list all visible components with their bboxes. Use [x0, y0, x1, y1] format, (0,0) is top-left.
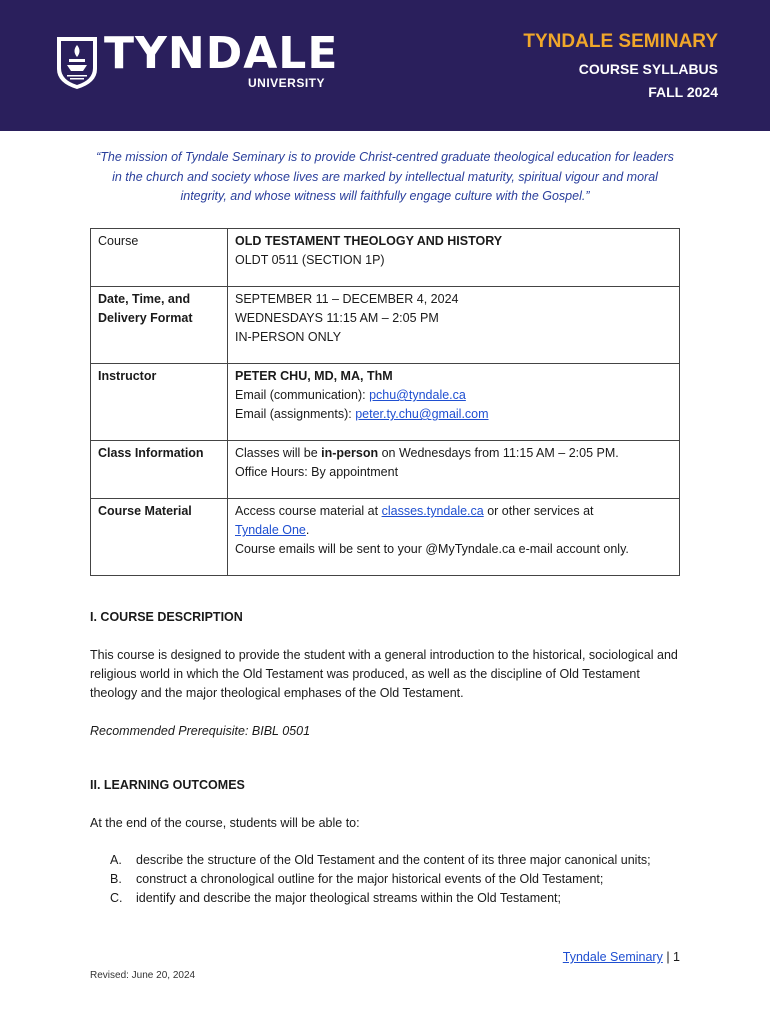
course-info-table: [90, 228, 680, 576]
course-code: OLDT 0511 (SECTION 1P): [235, 253, 385, 267]
material-text: Access course material at: [235, 504, 382, 518]
class-schedule: [235, 444, 672, 463]
office-hours: Office Hours: By appointment: [235, 465, 399, 479]
outcome-text: identify and describe the major theological streams within the Old Testament;: [136, 891, 561, 905]
learning-outcomes-list: [110, 851, 690, 908]
date-label: Date, Time, and Delivery Format: [91, 287, 228, 364]
list-marker: B.: [110, 872, 122, 886]
tyndale-seminary-link[interactable]: Tyndale Seminary: [562, 950, 663, 964]
table-row: [91, 499, 680, 576]
page-footer: [563, 950, 680, 964]
list-item: [110, 870, 690, 889]
instructor-email-communication: [235, 386, 672, 405]
material-access: [235, 502, 672, 521]
seminary-title: TYNDALE SEMINARY: [523, 31, 718, 52]
material-text: .: [305, 523, 310, 537]
prerequisite: Recommended Prerequisite: BIBL 0501: [90, 724, 311, 738]
outcome-text: construct a chronological outline for the major historical events of the Old Testament;: [136, 872, 604, 886]
table-row: [91, 287, 680, 364]
document-type: COURSE SYLLABUS: [578, 61, 718, 77]
course-value: [228, 229, 680, 287]
footer-separator: |: [662, 950, 674, 964]
schedule-text: on Wednesdays from 11:15 AM – 2:05 PM.: [378, 446, 619, 460]
course-description-body: This course is designed to provide the student with a general introduction to the historical, sociological and religious world in which the Old Testament was produced, as well as the discipline of Old Testament theology and the major theological emphases of the Old Testament.: [90, 648, 678, 700]
date-value: [228, 287, 680, 364]
schedule-text: Classes will be: [235, 446, 322, 460]
instructor-label: Instructor: [91, 364, 228, 441]
course-emails-note: Course emails will be sent to your @MyTyndale.ca e-mail account only.: [235, 542, 629, 556]
learning-outcomes-intro: At the end of the course, students will be able to:: [90, 816, 360, 830]
email-label: Email (communication):: [235, 388, 370, 402]
course-material-value: [228, 499, 680, 576]
page-number: 1: [673, 950, 680, 964]
outcome-text: describe the structure of the Old Testament and the content of its three major canonical units;: [136, 853, 651, 867]
material-access-cont: [235, 521, 672, 540]
class-info-value: [228, 441, 680, 499]
course-title: OLD TESTAMENT THEOLOGY AND HISTORY: [235, 234, 503, 248]
course-label: Course: [91, 229, 228, 287]
term-label: FALL 2024: [648, 84, 718, 100]
instructor-value: [228, 364, 680, 441]
table-row: [91, 441, 680, 499]
mission-statement: “The mission of Tyndale Seminary is to provide Christ-centred graduate theological education for leaders in the church and society whose lives are marked by intellectual maturity, spiritual vigour and moral integrity, and whose witness will faithfully engage culture with the Gospel.”: [96, 150, 674, 203]
list-item: [110, 889, 690, 908]
delivery-format: IN-PERSON ONLY: [235, 330, 342, 344]
email-label: Email (assignments):: [235, 407, 356, 421]
tyndale-one-link[interactable]: Tyndale One: [235, 523, 306, 537]
table-row: [91, 364, 680, 441]
classes-link[interactable]: classes.tyndale.ca: [381, 504, 484, 518]
learning-outcomes-heading: II. LEARNING OUTCOMES: [90, 778, 245, 792]
table-row: [91, 229, 680, 287]
course-material-label: Course Material: [91, 499, 228, 576]
list-marker: C.: [110, 891, 123, 905]
revised-date: Revised: June 20, 2024: [90, 970, 196, 981]
instructor-email-assignments: [235, 405, 672, 424]
class-info-label: Class Information: [91, 441, 228, 499]
tyndale-crest-icon: [55, 35, 99, 91]
header-band: [0, 0, 770, 131]
course-time: WEDNESDAYS 11:15 AM – 2:05 PM: [235, 311, 439, 325]
logo-wordmark: TYNDALE: [104, 28, 339, 79]
communication-email-link[interactable]: pchu@tyndale.ca: [369, 388, 466, 402]
material-text: or other services at: [483, 504, 594, 518]
list-marker: A.: [110, 853, 122, 867]
course-dates: SEPTEMBER 11 – DECEMBER 4, 2024: [235, 292, 459, 306]
assignments-email-link[interactable]: peter.ty.chu@gmail.com: [355, 407, 489, 421]
list-item: [110, 851, 690, 870]
instructor-name: PETER CHU, MD, MA, ThM: [235, 369, 393, 383]
logo-subtitle: UNIVERSITY: [248, 76, 326, 90]
schedule-mode: in-person: [321, 446, 379, 460]
course-description-heading: I. COURSE DESCRIPTION: [90, 610, 243, 624]
